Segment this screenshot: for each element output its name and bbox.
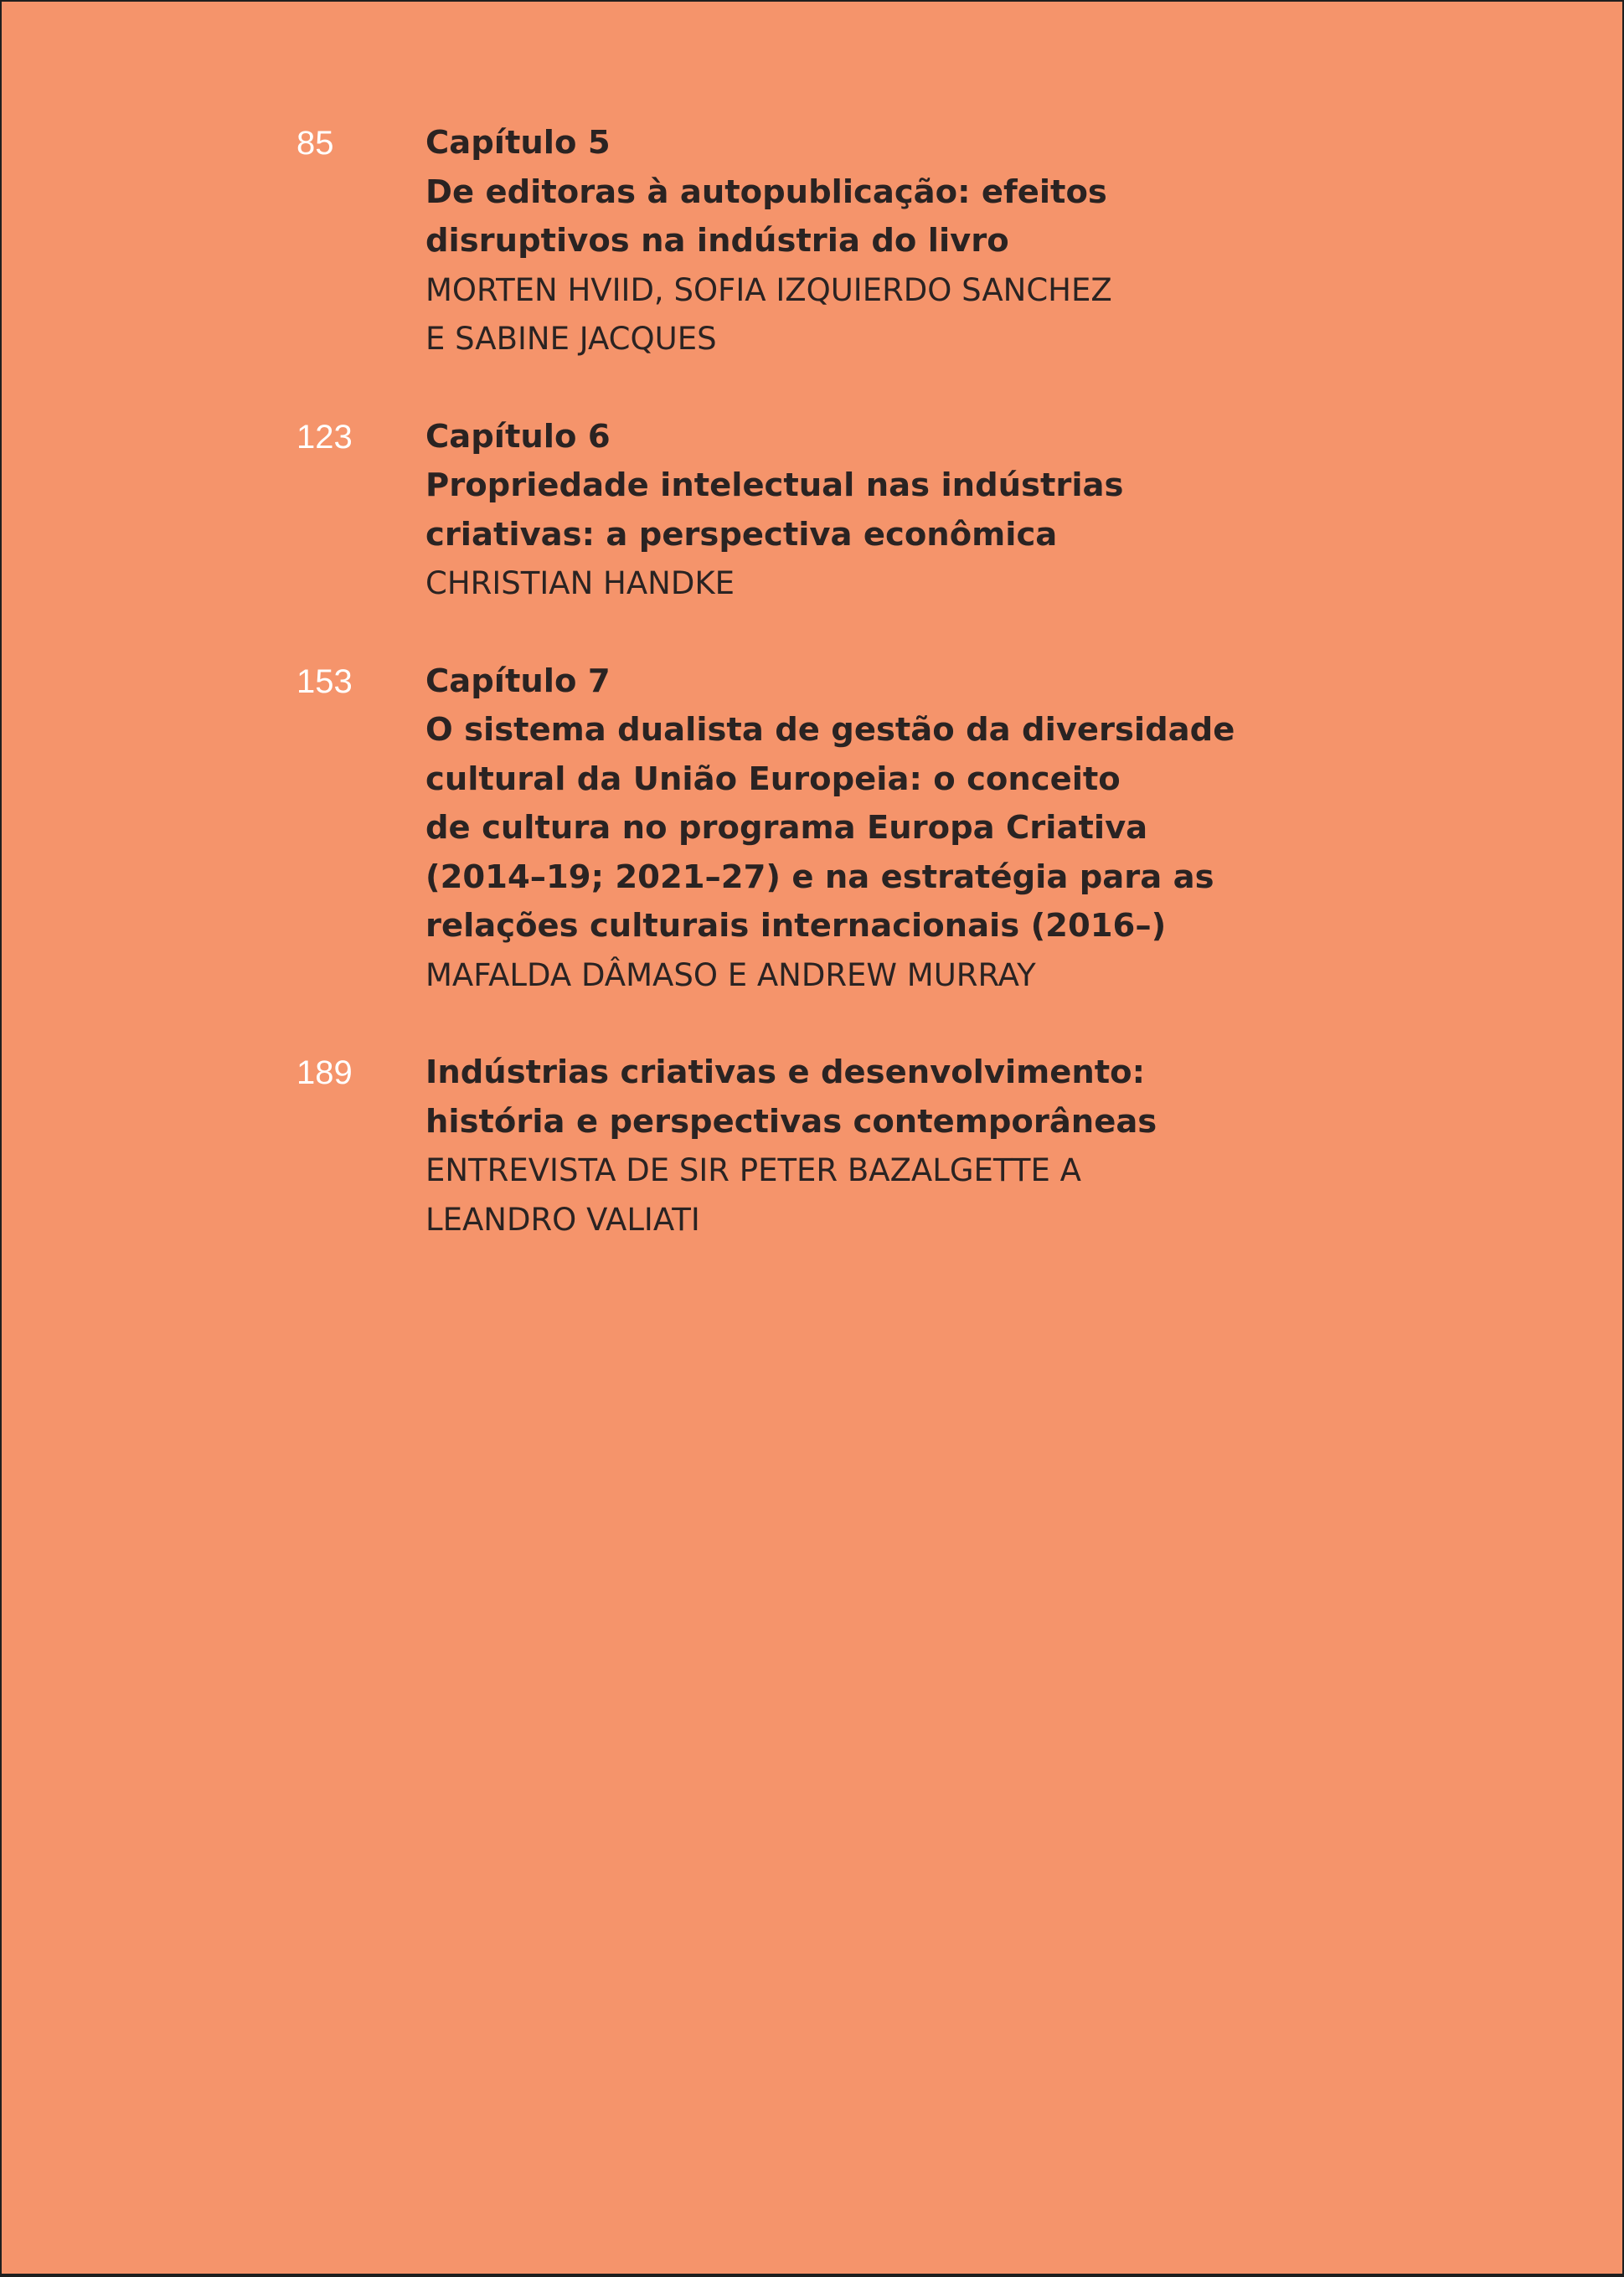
- page-number: 123: [296, 418, 353, 456]
- chapter-title: [425, 168, 1343, 266]
- author-line: CHRISTIAN HANDKE: [425, 565, 735, 601]
- entry-body: [425, 413, 1343, 609]
- title-line: história e perspectivas contemporâneas: [425, 1102, 1157, 1141]
- chapter-title: [425, 706, 1343, 951]
- toc-entry-chapter-6: [296, 413, 1343, 609]
- chapter-authors: [425, 266, 1343, 364]
- title-line: Propriedade intelectual nas indústrias: [425, 466, 1124, 504]
- toc-entry-chapter-7: [296, 657, 1343, 1001]
- entry-body: [425, 1048, 1343, 1244]
- chapter-title: [425, 461, 1343, 559]
- author-line: LEANDRO VALIATI: [425, 1201, 700, 1238]
- title-line: De editoras à autopublicação: efeitos: [425, 173, 1107, 211]
- page-number: 85: [296, 125, 334, 162]
- author-line: ENTREVISTA DE SIR PETER BAZALGETTE A: [425, 1152, 1081, 1188]
- title-line: (2014–19; 2021–27) e na estratégia para as: [425, 858, 1214, 896]
- title-line: relações culturais internacionais (2016–): [425, 907, 1167, 945]
- page-number: 153: [296, 662, 353, 700]
- book-page: [2, 2, 1622, 2274]
- chapter-authors: [425, 951, 1343, 1001]
- author-line: MAFALDA DÂMASO E ANDREW MURRAY: [425, 956, 1036, 993]
- title-line: criativas: a perspectiva econômica: [425, 515, 1058, 554]
- chapter-label: Capítulo 5: [425, 124, 611, 162]
- chapter-label: Capítulo 6: [425, 417, 611, 456]
- page-number: 189: [296, 1054, 353, 1091]
- author-line: MORTEN HVIID, SOFIA IZQUIERDO SANCHEZ: [425, 271, 1112, 308]
- title-line: disruptivos na indústria do livro: [425, 222, 1009, 260]
- toc-entry-interview: [296, 1048, 1343, 1244]
- chapter-label: Capítulo 7: [425, 662, 611, 700]
- table-of-contents: [296, 119, 1343, 1293]
- chapter-authors: [425, 1146, 1343, 1244]
- title-line: de cultura no programa Europa Criativa: [425, 809, 1148, 847]
- toc-entry-chapter-5: [296, 119, 1343, 364]
- title-line: cultural da União Europeia: o conceito: [425, 760, 1121, 798]
- chapter-authors: [425, 559, 1343, 609]
- entry-body: [425, 657, 1343, 1001]
- title-line: O sistema dualista de gestão da diversidade: [425, 711, 1235, 749]
- entry-body: [425, 119, 1343, 364]
- author-line: E SABINE JACQUES: [425, 321, 717, 357]
- chapter-title: [425, 1048, 1343, 1146]
- title-line: Indústrias criativas e desenvolvimento:: [425, 1053, 1146, 1091]
